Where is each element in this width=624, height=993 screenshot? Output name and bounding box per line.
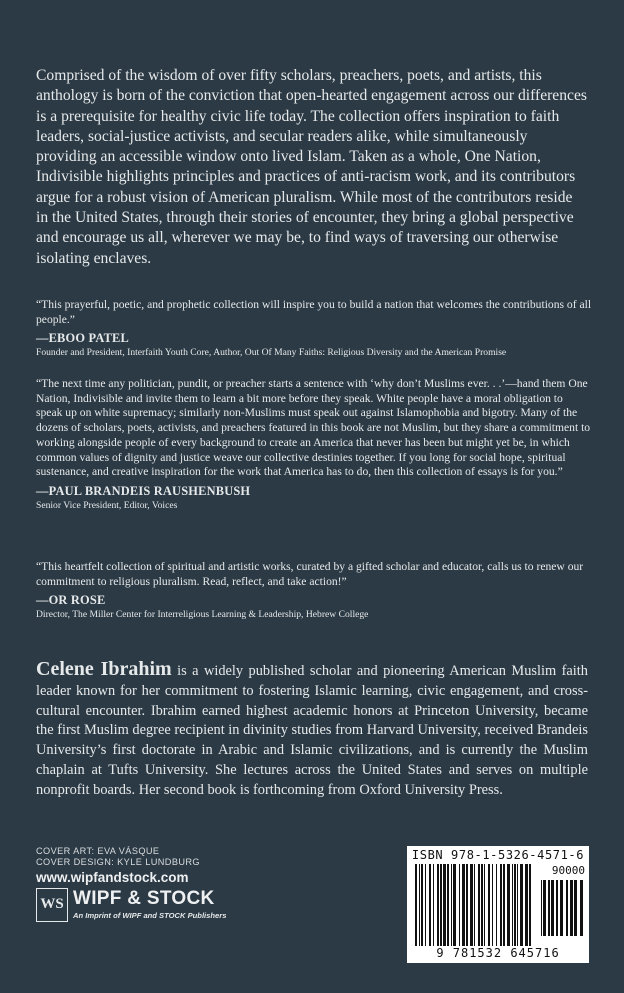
- barcode-stripe: [551, 880, 554, 936]
- blurb-role: Director, The Miller Center for Interreligious Learning & Leadership, Hebrew College: [36, 609, 369, 621]
- author-bio-text: is a widely published scholar and pioneering American Muslim faith leader known for her commitment to fostering Islamic learning, civic engagement, and cross-cultural encounter. Ibrahim earned highest academic honors at Princeton University, became the first Muslim degree recipient in divinity studies from Harvard University, received Brandeis University’s first doctorate in Arabic and Islamic civilizations, and is currently the Muslim chaplain at Tufts University. She lectures across the United States and serves on multiple nonprofit boards. Her second book is forthcoming from Oxford University Press.: [36, 663, 588, 798]
- barcode-stripe: [421, 864, 423, 946]
- barcode-stripe: [580, 880, 583, 936]
- barcode-stripe: [484, 864, 485, 946]
- barcode-stripe: [566, 880, 568, 936]
- barcode-stripe: [419, 864, 420, 946]
- barcode-stripe: [514, 864, 516, 946]
- barcode-stripe: [520, 864, 523, 946]
- blurb-author: —PAUL BRANDEIS RAUSHENBUSH: [36, 483, 251, 498]
- barcode-stripe: [443, 864, 446, 946]
- barcode-stripe: [474, 864, 475, 946]
- author-name: Celene Ibrahim: [36, 658, 172, 680]
- publisher-website: www.wipfandstock.com: [36, 870, 189, 885]
- barcode-stripe: [507, 864, 510, 946]
- barcode-stripe: [548, 880, 550, 936]
- barcode-stripe: [453, 864, 456, 946]
- barcode-stripe: [541, 880, 542, 936]
- barcode-stripe: [529, 864, 531, 946]
- cover-design-credit: COVER DESIGN: KYLE LUNDBURG: [36, 857, 200, 867]
- isbn-text: ISBN 978-1-5326-4571-6: [411, 848, 585, 862]
- barcode-stripe: [525, 864, 528, 946]
- barcode-stripe: [447, 864, 449, 946]
- barcode-stripe: [517, 864, 518, 946]
- book-description: Comprised of the wisdom of over fifty scholars, preachers, poets, and artists, this anthology is born of the conviction that open-hearted engagement across our differences is a prerequisite for healthy civic life today. The collection offers inspiration to faith leaders, social-justice activists, and secular readers alike, while simultaneously providing an accessible window onto lived Islam. Taken as a whole, One Nation, Indivisible highlights principles and practices of anti-racism work, and its contributors argue for a robust vision of American pluralism. While most of the contributors reside in the United States, through their stories of encounter, they bring a global perspective and encourage us all, wherever we may be, to find ways of traversing our otherwise isolating enclaves.: [36, 67, 587, 267]
- barcode-stripe: [481, 864, 483, 946]
- barcode-stripe: [459, 864, 460, 946]
- barcode-stripe: [492, 864, 493, 946]
- barcode-stripe: [415, 864, 417, 946]
- blurb-quote: “This prayerful, poetic, and prophetic collection will inspire you to build a nation that welcomes the contributions of all people.”: [36, 298, 592, 326]
- barcode-stripe: [433, 864, 434, 946]
- price-code: 90000: [551, 864, 585, 877]
- blurb-role: Founder and President, Interfaith Youth Core, Author, Out Of Many Faiths: Religious Diversity and the American Promise: [36, 347, 507, 359]
- barcode-stripe: [470, 864, 473, 946]
- blurb-or-rose: [36, 560, 592, 621]
- ean-barcode-bars: [415, 864, 533, 946]
- blurb-eboo-patel: [36, 298, 592, 359]
- barcode-stripe: [512, 864, 513, 946]
- barcode-stripe: [496, 864, 497, 946]
- barcode-stripe: [556, 880, 558, 936]
- barcode-stripe: [570, 880, 573, 936]
- barcode-stripe: [543, 880, 546, 936]
- cover-credits: [36, 846, 200, 868]
- blurb-role: Senior Vice President, Editor, Voices: [36, 499, 178, 511]
- barcode-stripe: [574, 880, 577, 936]
- blurb-paul-raushenbush: [36, 377, 592, 512]
- blurb-quote: “This heartfelt collection of spiritual and artistic works, curated by a gifted scholar and educator, calls us to renew our commitment to religious pluralism. Read, reflect, and take action!”: [36, 560, 584, 588]
- barcode-stripe: [500, 864, 502, 946]
- blurb-quote: “The next time any politician, pundit, or preacher starts a sentence with ‘why don’t Muslims ever. . .’—hand them One Nation, Indivisible and invite them to learn a bit more before they speak. White people have a moral obligation to speak up on white supremacy; similarly non-Muslims must speak out against Islamophobia and bigotry. Many of the dozens of scholars, poets, activists, and preachers featured in this book are not Muslim, but they share a commitment to working alongside people of every background to create an America that never has been but might yet be, in which common values of dignity and justice weave our collective destinies together. If you long for social hope, spiritual sustenance, and creative inspiration for the work that America has to do, then this collection of essays is for you.”: [36, 377, 591, 479]
- publisher-name: WIPF & STOCK: [73, 888, 215, 909]
- barcode-stripe: [425, 864, 426, 946]
- barcode-stripe: [451, 864, 452, 946]
- publisher-logo: [36, 888, 266, 928]
- barcode-stripe: [440, 864, 442, 946]
- barcode-stripe: [478, 864, 480, 946]
- isbn-barcode: [407, 846, 589, 963]
- barcode-stripe: [437, 864, 439, 946]
- blurb-author: —OR ROSE: [36, 593, 106, 608]
- publisher-tagline: An Imprint of WIPF and STOCK Publishers: [73, 911, 227, 920]
- ean-number: 9 781532 645716: [436, 946, 560, 960]
- author-bio: [36, 660, 588, 801]
- price-barcode-bars: [541, 880, 583, 936]
- cover-art-credit: COVER ART: EVA VÁSQUE: [36, 846, 160, 856]
- barcode-stripe: [488, 864, 490, 946]
- barcode-stripe: [503, 864, 505, 946]
- barcode-stripe: [560, 880, 563, 936]
- barcode-stripe: [462, 864, 465, 946]
- barcode-stripe: [466, 864, 468, 946]
- blurb-author: —EBOO PATEL: [36, 331, 129, 346]
- barcode-stripe: [429, 864, 431, 946]
- publisher-logo-mark: WS: [36, 888, 68, 922]
